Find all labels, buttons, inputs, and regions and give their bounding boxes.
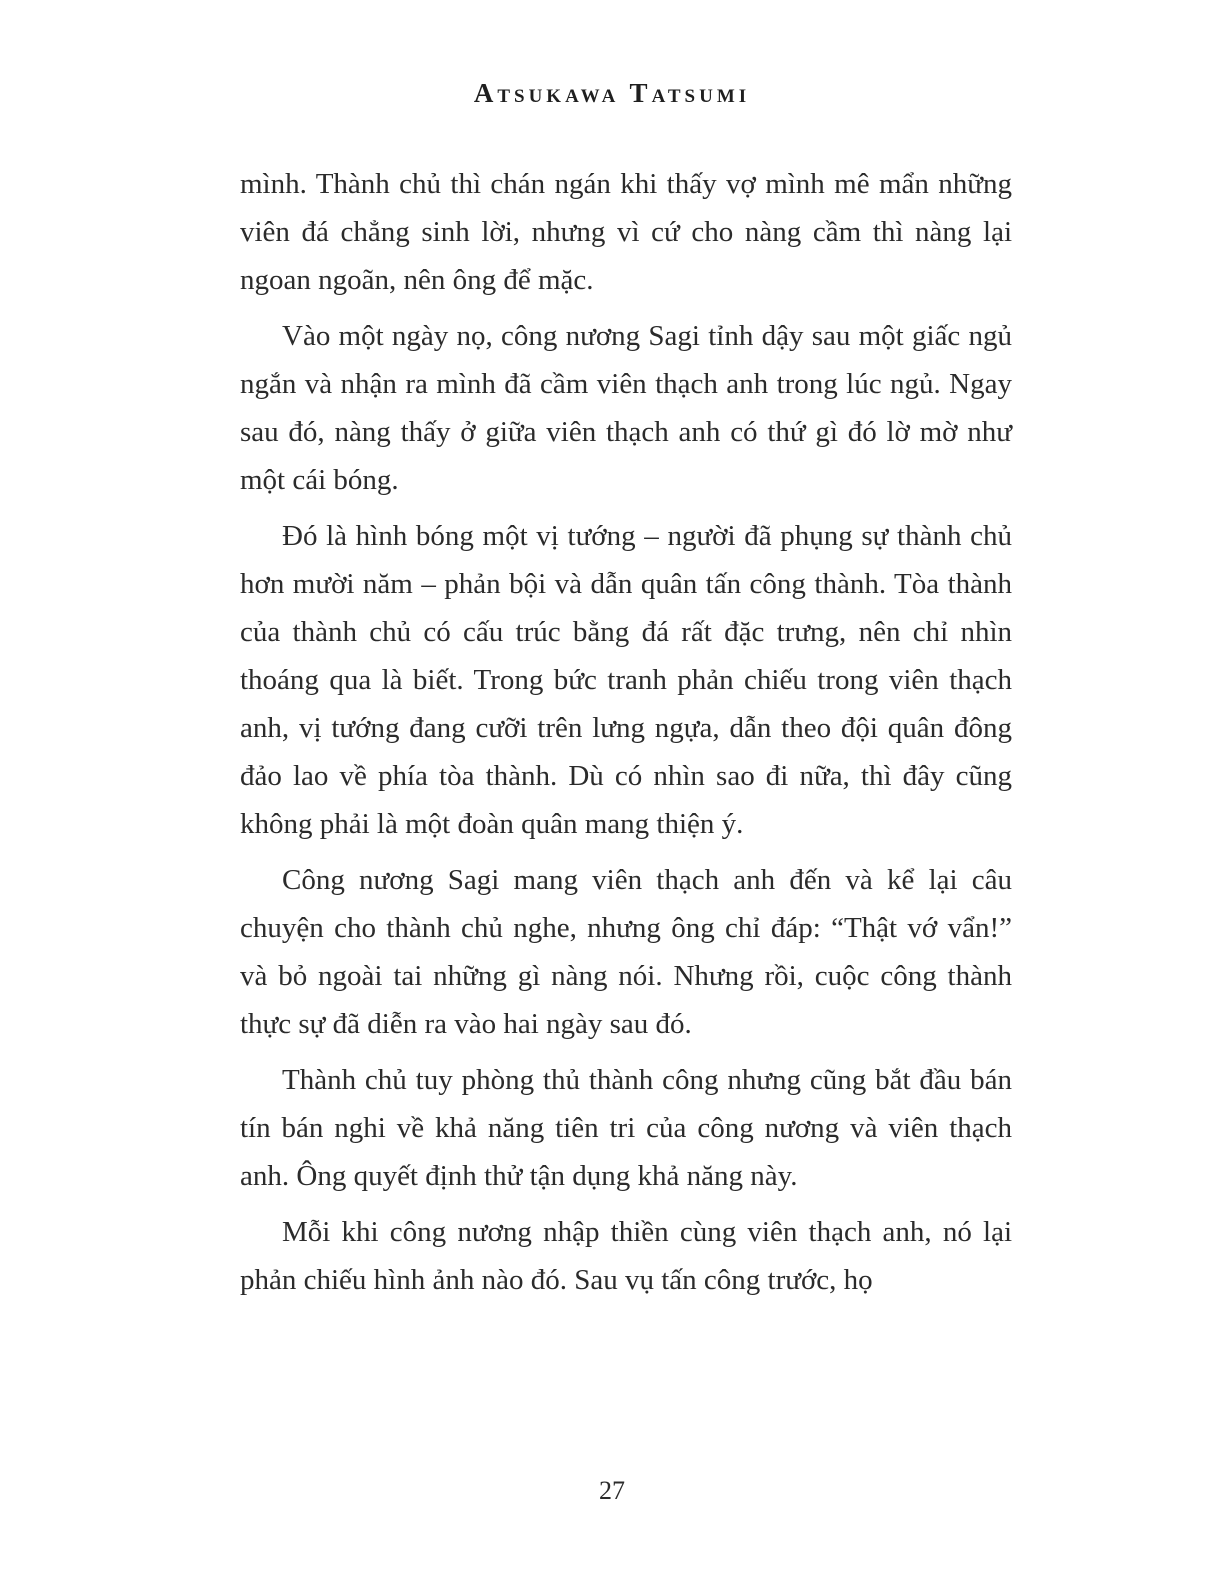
paragraph: Mỗi khi công nương nhập thiền cùng viên thạch anh, nó lại phản chiếu hình ảnh nào đó. Sau vụ tấn công trước, họ (240, 1216, 1012, 1296)
page-footer (0, 1476, 1224, 1506)
running-header (0, 78, 1224, 109)
paragraph: mình. Thành chủ thì chán ngán khi thấy vợ mình mê mẩn những viên đá chẳng sinh lời, nhưng vì cứ cho nàng cầm thì nàng lại ngoan ngoãn, nên ông để mặc. (240, 168, 1012, 296)
paragraph: Đó là hình bóng một vị tướng – người đã phụng sự thành chủ hơn mười năm – phản bội và dẫn quân tấn công thành. Tòa thành của thành chủ có cấu trúc bằng đá rất đặc trưng, nên chỉ nhìn thoáng qua là biết. Trong bức tranh phản chiếu trong viên thạch anh, vị tướng đang cưỡi trên lưng ngựa, dẫn theo đội quân đông đảo lao về phía tòa thành. Dù có nhìn sao đi nữa, thì đây cũng không phải là một đoàn quân mang thiện ý. (240, 520, 1012, 840)
paragraph: Công nương Sagi mang viên thạch anh đến và kể lại câu chuyện cho thành chủ nghe, nhưng ông chỉ đáp: “Thật vớ vẩn!” và bỏ ngoài tai những gì nàng nói. Nhưng rồi, cuộc công thành thực sự đã diễn ra vào hai ngày sau đó. (240, 864, 1012, 1040)
page-body (240, 160, 1012, 1312)
paragraph: Thành chủ tuy phòng thủ thành công nhưng cũng bắt đầu bán tín bán nghi về khả năng tiên tri của công nương và viên thạch anh. Ông quyết định thử tận dụng khả năng này. (240, 1064, 1012, 1192)
running-header-author: Atsukawa Tatsumi (473, 78, 751, 108)
page-number: 27 (599, 1476, 625, 1505)
paragraph: Vào một ngày nọ, công nương Sagi tỉnh dậy sau một giấc ngủ ngắn và nhận ra mình đã cầm viên thạch anh trong lúc ngủ. Ngay sau đó, nàng thấy ở giữa viên thạch anh có thứ gì đó lờ mờ như một cái bóng. (240, 320, 1012, 496)
